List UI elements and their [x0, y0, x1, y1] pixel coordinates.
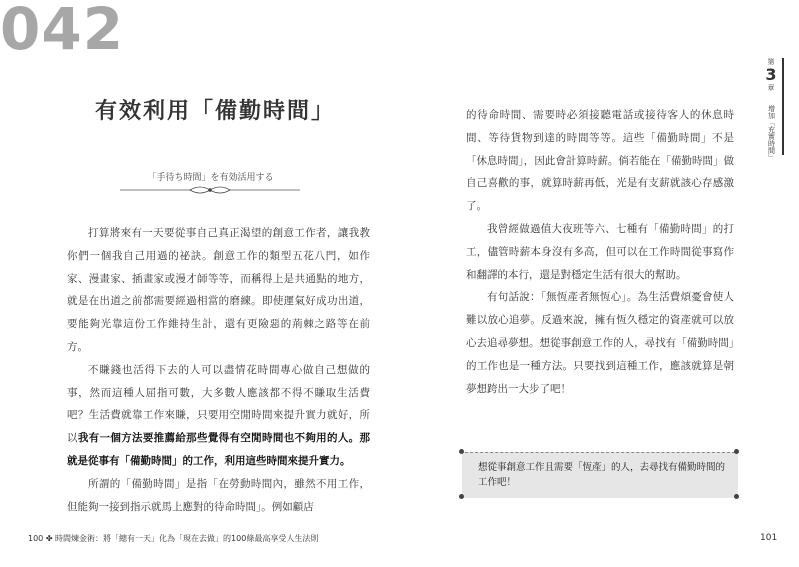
note-corner-dot	[459, 494, 464, 499]
page-number: 101	[760, 533, 778, 543]
sidebar-prefix: 第	[767, 58, 775, 66]
paragraph: 我曾經做過值大夜班等六、七種有「備勤時間」的打工，儘管時薪本身沒有多高，但可以在工作時間從事寫作和翻譯的本行，還是對穩定生活有很大的幫助。	[466, 222, 734, 281]
sidebar-chapter-number: 3	[765, 65, 777, 84]
paragraph: 有句話說：「無恆產者無恆心」。為生活費煩憂會使人難以放心追夢。反過來說，擁有恆久穩定的資產就可以放心去追尋夢想。想從事創意工作的人，尋找有「備勤時間」的工作也是一種方法。只要找到這種工作，應該就算是朝夢想跨出一大步了吧！	[466, 291, 734, 395]
note-corner-dot	[459, 449, 464, 454]
left-column	[67, 222, 370, 518]
footer-left: 100 ✤ 時間煉金術：將「總有一天」化為「現在去做」的100條最高享受人生法則	[28, 534, 319, 543]
chapter-sidebar	[762, 58, 780, 168]
sidebar-chapter-char: 章	[767, 84, 775, 92]
note-corner-dot	[734, 449, 739, 454]
page-subtitle: 「手待ち時間」を有効活用する	[147, 173, 274, 183]
paragraph: 所謂的「備勤時間」是指「在勞動時間內，雖然不用工作，但能夠一接到指示就馬上應對的待命時間」。例如顧店	[67, 477, 370, 513]
note-top-rule	[465, 452, 735, 453]
paragraph: 不賺錢也活得下去的人可以盡情花時間專心做自己想做的事，然而這種人屈指可數，大多數人應該都不得不賺取生活費吧？生活費就靠工作來賺，只要用空閒時間來提升實力就好，所以我有一個方法要推薦給那些覺得有空閒時間也不夠用的人。那就是從事有「備勤時間」的工作，利用這些時間來提升實力。	[67, 363, 371, 467]
ornament-divider	[120, 184, 300, 196]
right-column	[466, 104, 734, 400]
note-text: 想從事創意工作且需要「恆產」的人，去尋找有備勤時間的工作吧！	[478, 462, 726, 488]
sidebar-rule	[782, 58, 784, 155]
paragraph: 打算將來有一天要從事自己真正渴望的創意工作者，讓我教你們一個我自己用過的祕訣。創意工作的類型五花八門，如作家、漫畫家、插畫家或漫才師等等，而稱得上是共通點的地方，就是在出道之前都需要經過相當的磨練。即使運氣好成功出道，要能夠光靠這份工作維持生計，還有更險惡的荊棘之路等在前方。	[67, 227, 370, 353]
sidebar-chapter-title: 增加「充實時間」	[767, 105, 776, 161]
chapter-number: 042	[0, 0, 125, 63]
page-title: 有效利用「備勤時間」	[95, 98, 336, 124]
paragraph: 的待命時間、需要時必須接聽電話或接待客人的休息時間、等待貨物到達的時間等等。這些「備勤時間」不是「休息時間」，因此會計算時薪。倘若能在「備勤時間」做自己喜歡的事，就算時薪再低，光是有支薪就該心存感激了。	[466, 109, 734, 213]
emphasis-text: 我有一個方法要推薦給那些覺得有空閒時間也不夠用的人。那就是從事有「備勤時間」的工作，利用這些時間來提升實力。	[67, 432, 371, 467]
note-corner-dot	[734, 494, 739, 499]
